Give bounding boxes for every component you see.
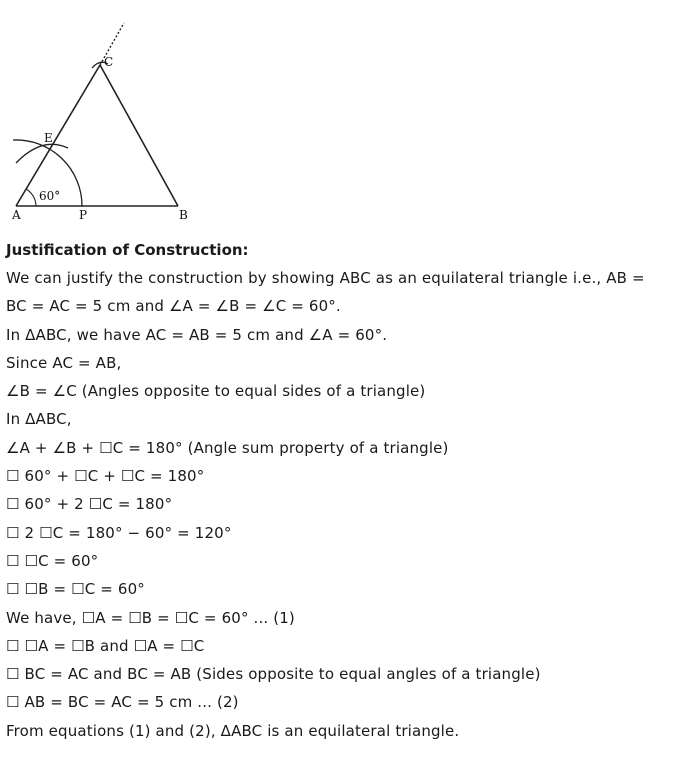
label-a: A [12,208,21,222]
text-line: ☐ AB = BC = AC = 5 cm ... (2) [6,693,239,712]
section-heading: Justification of Construction: [6,241,249,259]
text-line: In ΔABC, we have AC = AB = 5 cm and ∠A = 60°. [6,325,388,344]
text-line: Since AC = AB, [6,353,122,372]
text-line: We have, ☐A = ☐B = ☐C = 60° ... (1) [6,608,295,627]
segment-bc [100,65,178,206]
label-p: P [79,208,88,222]
segment-ac [16,65,100,206]
angle-arc-a [26,189,36,206]
label-angle: 60° [39,189,61,203]
label-e: E [44,131,53,145]
text-line: ☐ ☐A = ☐B and ☐A = ☐C [6,636,205,655]
text-line: ☐ ☐B = ☐C = 60° [6,580,145,599]
text-line: BC = AC = 5 cm and ∠A = ∠B = ∠C = 60°. [6,297,341,316]
text-line: ☐ 60° + ☐C + ☐C = 180° [6,467,205,486]
triangle-diagram [0,0,688,232]
justification-text [6,236,682,745]
text-line: ☐ BC = AC and BC = AB (Sides opposite to equal angles of a triangle) [6,665,541,684]
label-c: C [104,55,114,69]
text-line: From equations (1) and (2), ΔABC is an equilateral triangle. [6,721,460,740]
text-line: In ΔABC, [6,410,72,429]
text-line: We can justify the construction by showing ABC as an equilateral triangle i.e., AB = [6,269,645,287]
label-b: B [179,208,188,222]
arc-at-e [16,144,68,163]
text-line: ☐ ☐C = 60° [6,551,99,570]
text-line: ∠A + ∠B + ☐C = 180° (Angle sum property of a triangle) [6,438,449,457]
text-line: ☐ 2 ☐C = 180° − 60° = 120° [6,523,232,542]
construction-figure [0,0,688,232]
text-line: ∠B = ∠C (Angles opposite to equal sides of a triangle) [6,382,426,401]
text-line: ☐ 60° + 2 ☐C = 180° [6,495,173,514]
